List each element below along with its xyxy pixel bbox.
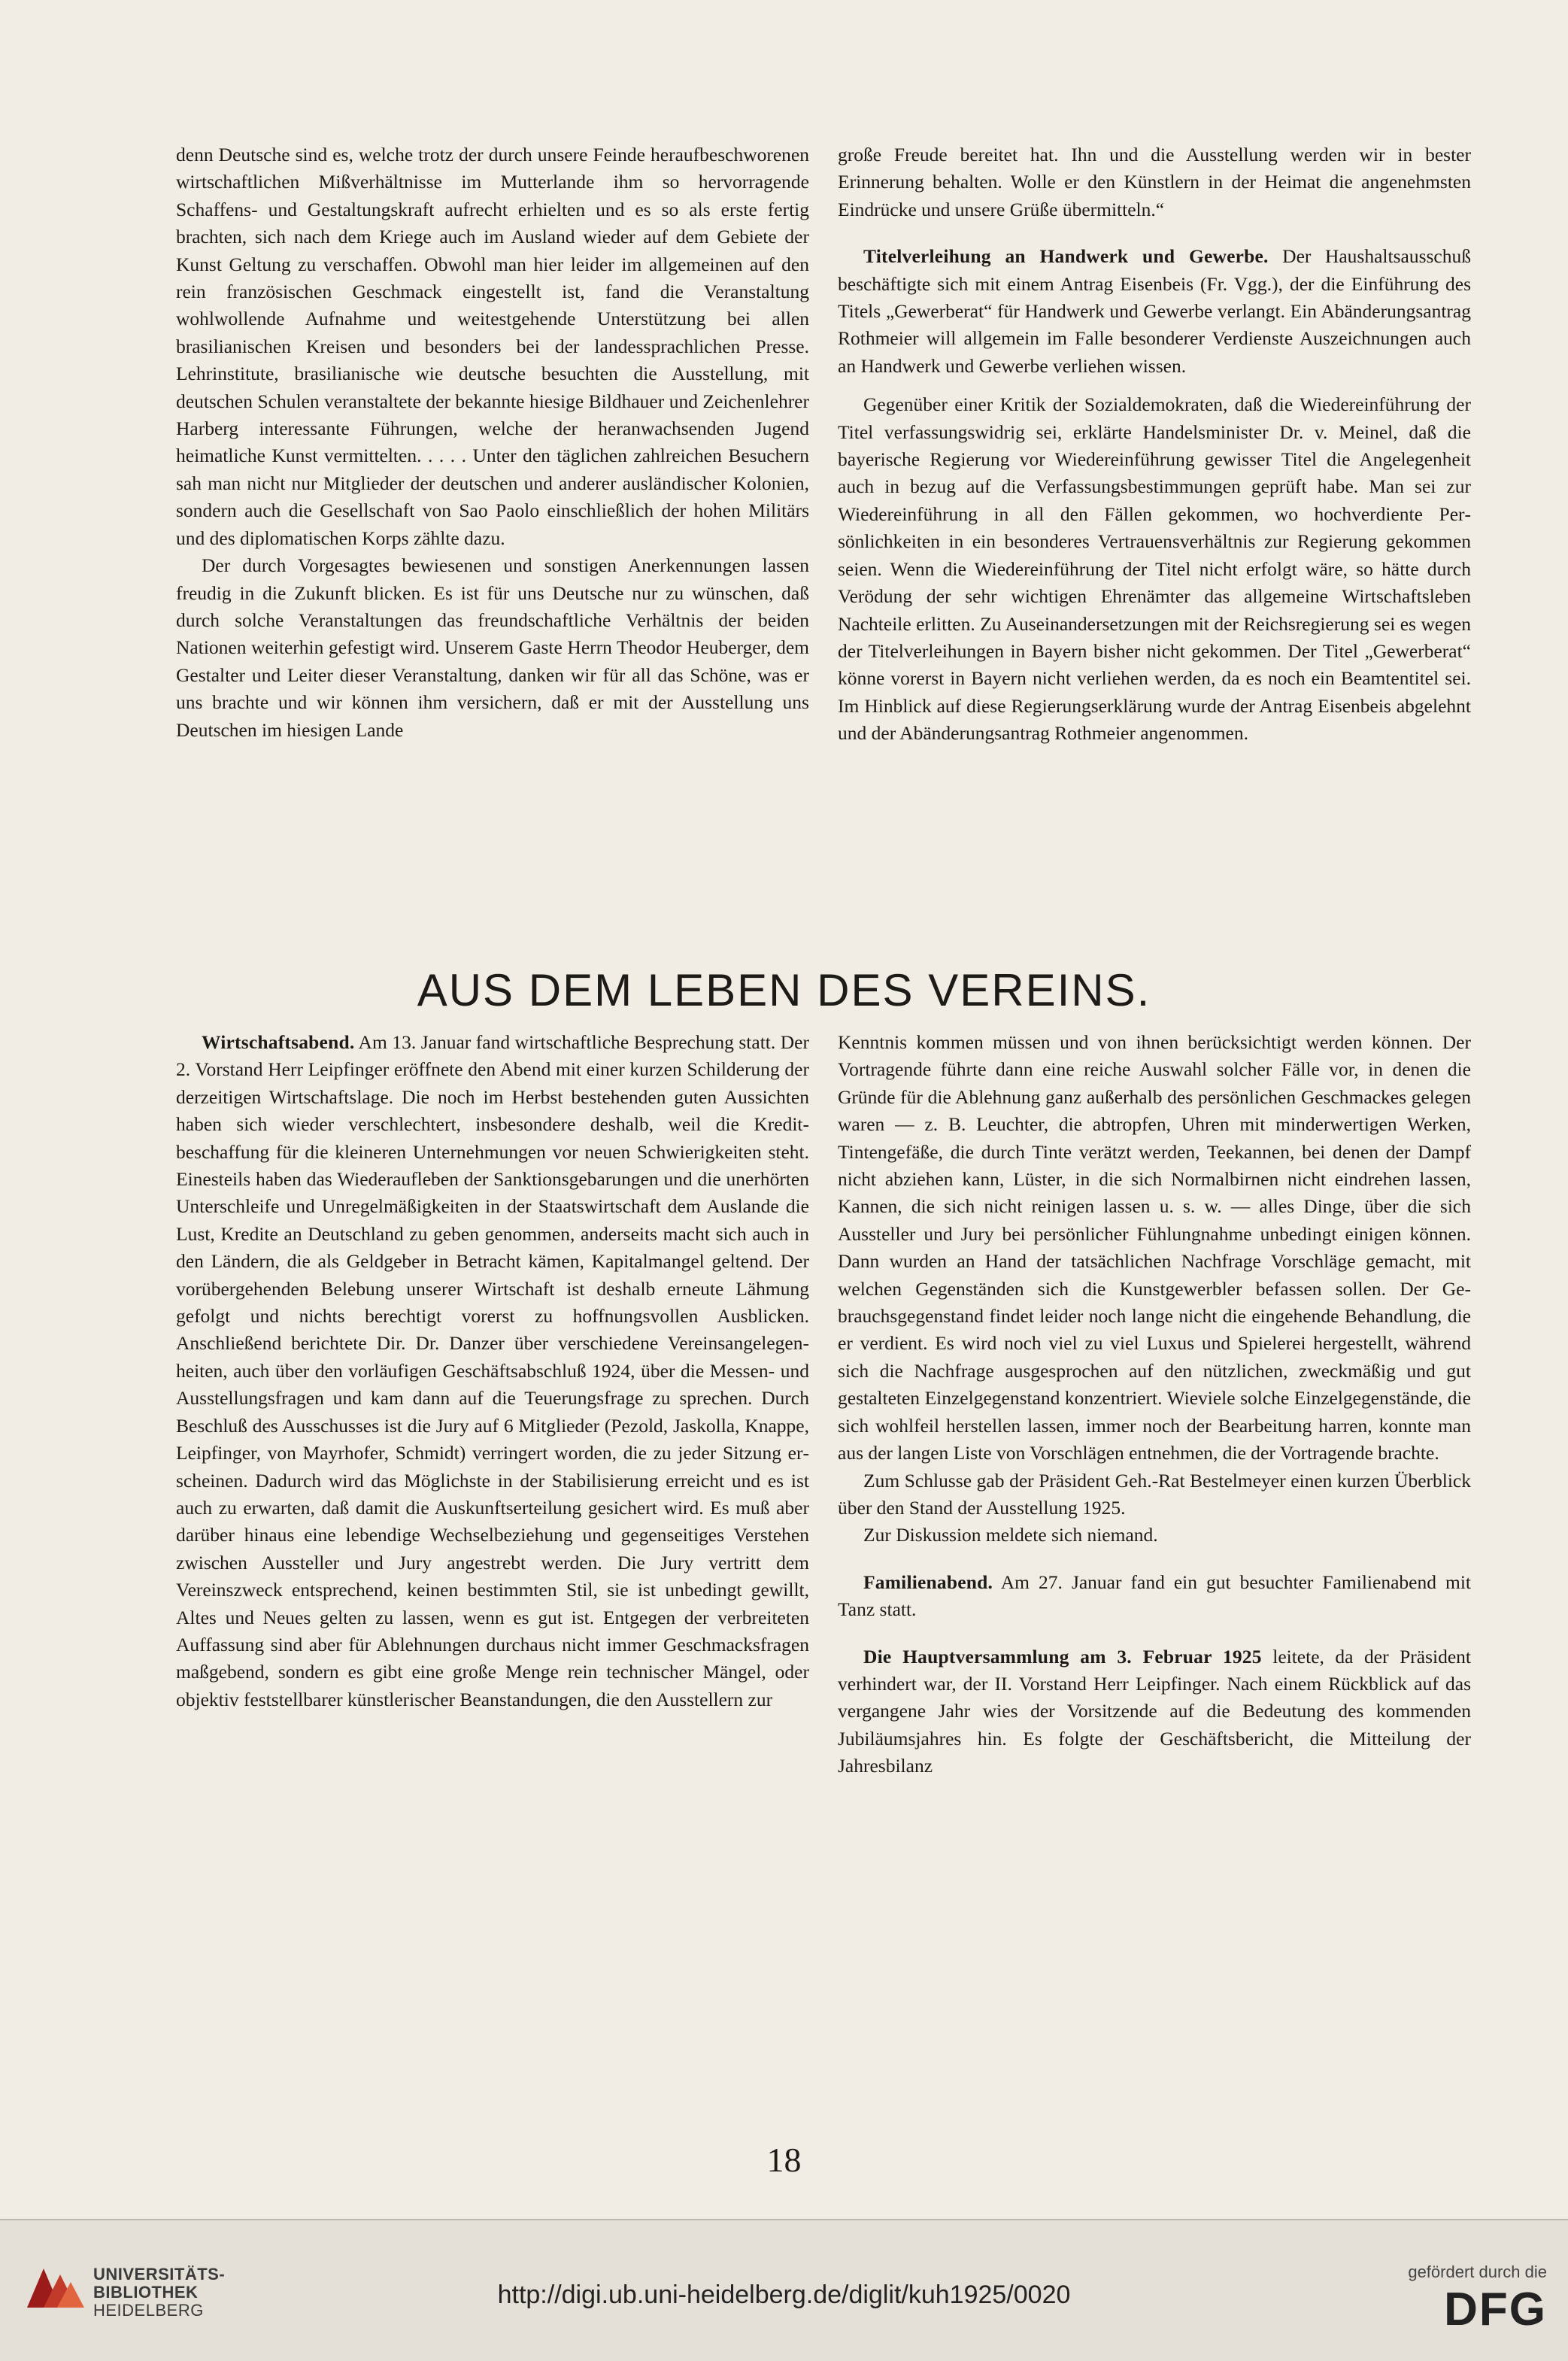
source-url-link[interactable]: http://digi.ub.uni-heidelberg.de/diglit/kuh1925/0020 <box>497 2281 1071 2309</box>
bottom-left-column <box>176 1029 809 1713</box>
paragraph-heading: Die Hauptversammlung am 3. Februar 1925 <box>863 1645 1262 1668</box>
paragraph-heading: Familienabend. <box>863 1570 993 1593</box>
paragraph <box>176 1029 809 1713</box>
library-name-line: BIBLIOTHEK <box>93 2283 199 2302</box>
digitization-footer <box>0 2219 1568 2361</box>
top-right-column <box>838 141 1471 748</box>
paragraph-text: Am 13. Januar fand wirtschaftliche Besprechung statt. Der 2. Vorstand Herr Leipfinger eröffnete den Abend mit einer kurzen Schilderung der derzeitigen Wirtschaftslage. Die noch im Herbst bestehenden guten Aussichten haben sich wieder verschlechtert, insbesondere deshalb, weil die Kreditbeschaffung für die kleineren Unternehmungen vor neuen Schwierigkeiten steht. Einesteils haben das Wiederaufleben der Sanktionsgebarungen und die unerhörten Unterschleife und Unregelmäßigkeiten in der Staatswirtschaft dem Auslande die Lust, Kredite an Deutschland zu geben genommen, anderseits macht sich auch in den Ländern, die als Geldgeber in Betracht kämen, Kapitalmangel geltend. Der vorübergehenden Belebung unserer Wirtschaft ist deshalb erneute Lähmung gefolgt und nichts berechtigt vorerst zu hoffnungsvollen Ausblicken. Anschließend berichtete Dir. Dr. Danzer über verschiedene Vereinsangelegenheiten, auch über den vorläufigen Geschäftsabschluß 1924, über die Messen- und Ausstellungsfragen und kam dann auf die Teuerungsfrage zu sprechen. Durch Beschluß des Ausschusses ist die Jury auf 6 Mitglieder (Pezold, Jaskolla, Knappe, Leipfinger, von Mayrhofer, Schmidt) verringert worden, die zu jeder Sitzung erscheinen. Dadurch wird das Möglichste in der Stabilisierung erreicht und es ist auch zu erwarten, daß damit die Auskunftserteilung gesichert wird. Es muß aber darüber hinaus eine lebendige Wechselbeziehung und gegenseitiges Verstehen zwischen Aussteller und Jury angestrebt werden. Die Jury vertritt dem Vereinszweck entsprechend, keinen bestimmten Stil, sie ist unbedingt gewillt, Altes und Neues gelten zu lassen, wenn es gut ist. Entgegen der verbreiteten Auffassung sind aber für Ablehnungen durchaus nicht immer Geschmacksfragen maßgebend, sondern es gibt eine große Menge rein technischer Mängel, oder objektiv feststellbarer künstlerischer Beanstandungen, die den Ausstellern zur <box>176 1031 809 1710</box>
funder-caption: gefördert durch die <box>1408 2262 1547 2281</box>
paragraph: denn Deutsche sind es, welche trotz der durch unsere Feinde heraufbeschworenen wirtschaftlichen Mißverhältnisse im Mutterlande ihm so hervorragende Schaffens- und Gestaltungskraft aufrecht erhielten und es so als erste fertig brachten, sich nach dem Kriege auch im Ausland wieder auf dem Gebiete der Kunst Geltung zu verschaffen. Obwohl man hier leider im allgemeinen auf den rein französischen Geschmack eingestellt ist, fand die Veranstaltung wohlwollende Aufnahme und weitestgehende Unterstützung bei allen brasilianischen Kreisen und besonders bei der landessprachlichen Presse. Lehrinstitute, brasilianische wie deutsche besuchten die Ausstellung, mit deutschen Schulen veranstaltete der bekannte hiesige Bildhauer und Zeichenlehrer Harberg interessante Führungen, welche der heranwachsenden Jugend heimatliche Kunst vermittelten. . . . . Unter den täglichen zahlreichen Besuchern sah man nicht nur Mitglieder der deutschen und anderer ausländischer Kolonien, sondern auch die Gesellschaft von Sao Paolo einschließlich der hohen Militärs und des diplomatischen Korps zählte dazu. <box>176 144 809 549</box>
library-name-line: UNIVERSITÄTS- <box>93 2265 226 2284</box>
paragraph: große Freude bereitet hat. Ihn und die Ausstellung werden wir in bester Erinnerung behalten. Wolle er den Künstlern in der Heimat die angenehmsten Eindrücke und unsere Grüße übermitteln.“ <box>838 144 1471 220</box>
paragraph <box>838 1643 1471 1780</box>
section-title: AUS DEM LEBEN DES VEREINS. <box>417 965 1151 1015</box>
paragraph <box>838 1569 1471 1624</box>
library-name-line: HEIDELBERG <box>93 2301 204 2320</box>
paragraph-heading: Titelverleihung an Handwerk und Gewerbe. <box>863 245 1269 268</box>
bottom-right-column <box>838 1029 1471 1780</box>
paragraph-heading: Wirtschaftsabend. <box>202 1031 355 1053</box>
footer-divider <box>0 2219 1568 2220</box>
paragraph-text: leitete, da der Präsident verhindert war, der II. Vorstand Herr Leipfinger. Nach einem Rückblick auf das vergangene Jahr wies der Vorsitzende auf die Bedeutung des kommenden Jubiläumsjahres hin. Es folgte der Geschäftsbericht, die Mitteilung der Jahresbilanz <box>838 1645 1472 1777</box>
paragraph <box>838 243 1471 380</box>
paragraph: Zur Diskussion meldete sich niemand. <box>863 1524 1158 1546</box>
dfg-logo: DFG <box>1444 2284 1547 2335</box>
paragraph-text: Am 27. Januar fand ein gut besuchter Familienabend mit Tanz statt. <box>838 1570 1471 1621</box>
top-left-column <box>176 141 809 744</box>
funder-block <box>1336 2262 1547 2333</box>
paragraph: Der durch Vorgesagtes bewiesenen und sonstigen Anerkennungen lassen freudig in die Zukunft blicken. Es ist für uns Deutsche nur zu wünschen, daß durch solche Veranstaltungen das freundschaftliche Verhältnis der beiden Nationen weiterhin gefestigt wird. Unserem Gaste Herrn Theodor Heuberger, dem Gestalter und Leiter dieser Veranstaltung, danken wir für all das Schöne, was er uns brachte und wir können ihm versichern, daß er mit der Ausstellung uns Deutschen im hiesigen Lande <box>176 554 809 741</box>
paragraph: Zum Schlusse gab der Präsident Geh.-Rat Bestelmeyer einen kurzen Überblick über den Stand der Ausstellung 1925. <box>838 1469 1471 1519</box>
paragraph: Kenntnis kommen müssen und von ihnen berücksichtigt werden können. Der Vortragende führte dann eine reiche Auswahl solcher Fälle vor, in denen die Gründe für die Ablehnung ganz außerhalb des persönlichen Geschmackes gelegen waren — z. B. Leuchter, die abtropfen, Uhren mit minderwertigen Werken, Tintengefäße, die durch Tinte verätzt werden, Teekannen, bei denen der Dampf nicht abziehen kann, Lüster, in die sich Normalbirnen nicht eindrehen lassen, Kannen, die sich nicht reinigen lassen u. s. w. — alles Dinge, über die sich Aussteller und Jury bei persönlicher Fühlungnahme unbedingt einigen können. Dann wurden an Hand der tatsächlichen Nachfrage Vorschläge gemacht, mit welchen Gegenständen sich die Kunstgewerbler befassen sollen. Der Gebrauchsgegenstand findet leider noch lange nicht die eingehende Behandlung, die er verdient. Es wird noch viel zu viel Luxus und Spielerei hergestellt, während sich die Nachfrage ausgesprochen auf den nützlichen, zweckmäßig und gut gestalteten Einzelgegenstand konzentriert. Wieviele solche Einzelgegenstände, die sich wohlfeil herstellen lassen, immer noch der Bearbeitung harren, konnte man aus der langen Liste von Vorschlägen entnehmen, die der Vortragende brachte. <box>838 1031 1471 1464</box>
page-number: 18 <box>766 2141 802 2179</box>
paragraph: Gegenüber einer Kritik der Sozialdemokraten, daß die Wiedereinführung der Titel verfassungswidrig sei, erklärte Handelsminister Dr. v. Meinel, daß die bayerische Regierung vor Wiedereinführung gewisser Titel die Angelegenheit auch in bezug auf die Verfassungsbestimmungen geprüft habe. Man sei zur Wiedereinführung in all den Fällen gekommen, wo hochverdiente Persönlichkeiten in ein besonderes Vertrauensverhältnis zur Regierung gekommen seien. Wenn die Wiedereinführung der Titel nicht erfolgt wäre, so hätte durch Verödung der sehr wichtigen Ehrenämter das allgemeine Wirtschaftsleben Nachteile erlitten. Zu Auseinandersetzungen mit der Reichsregierung sei es wegen der Titelverleihungen in Bayern bisher nicht gekommen. Der Titel „Gewerberat“ könne vorerst in Bayern nicht verliehen werden, da es noch ein Beamtentitel sei. Im Hinblick auf diese Regierungserklärung wurde der Antrag Eisenbeis abgelehnt und der Abänderungsantrag Rothmeier angenommen. <box>838 393 1471 745</box>
paragraph-text: Der Haushaltsausschuß beschäftigte sich mit einem Antrag Eisenbeis (Fr. Vgg.), der die Einführung des Titels „Gewerberat“ für Handwerk und Gewerbe verlangt. Ein Abänderungsantrag Rothmeier will allgemein im Falle besonderer Verdienste Auszeichnungen auch an Handwerk und Gewerbe verliehen wissen. <box>838 245 1471 377</box>
